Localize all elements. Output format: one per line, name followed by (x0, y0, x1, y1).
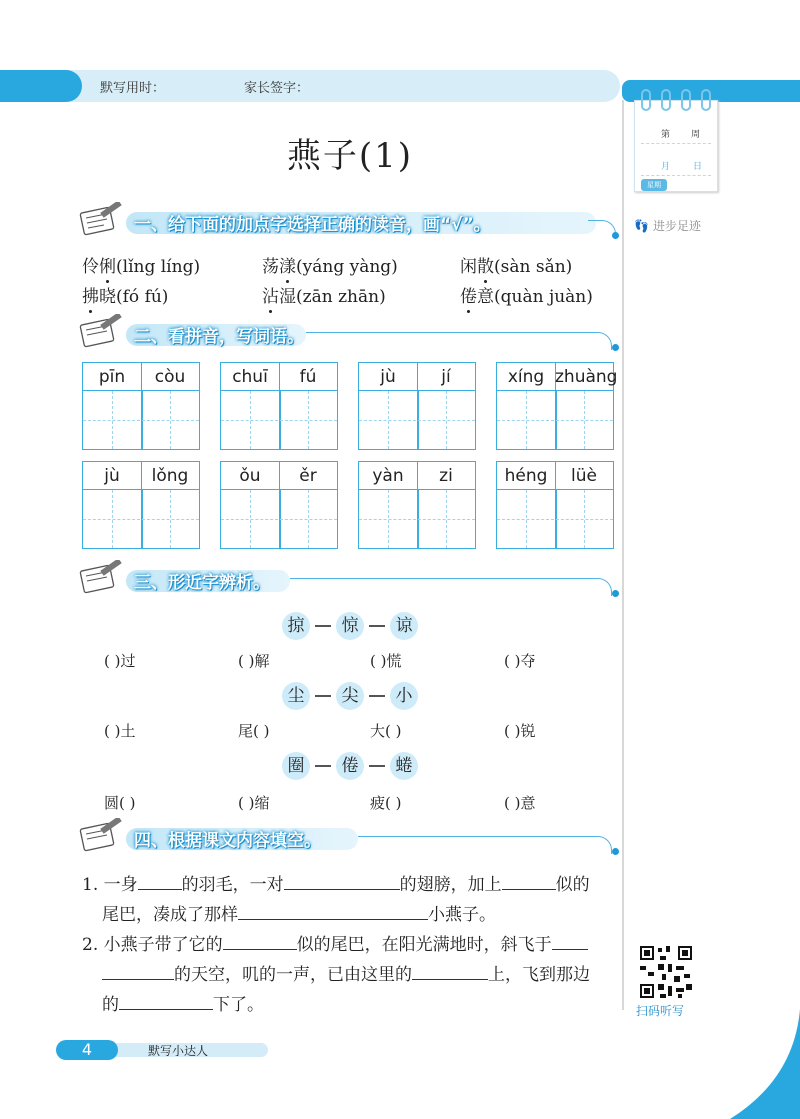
month-label: 月 (661, 162, 671, 172)
parent-sign-label: 家长签字： (244, 81, 310, 96)
weekday-badge: 星期 (641, 179, 667, 191)
pinyin-row (359, 363, 475, 391)
section-2-title: 二、看拼音，写词语。 (134, 327, 304, 347)
progress-footprints (634, 217, 701, 234)
reading-item: 闲散(sàn sǎn) (460, 252, 572, 277)
progress-label: 进步足迹 (652, 219, 701, 233)
pencil-note-icon (78, 314, 126, 348)
char-bubble: 尖 (336, 682, 364, 710)
char-bubble: 倦 (336, 752, 364, 780)
section-3-title: 三、形近字辨析。 (134, 573, 270, 593)
pinyin-grid[interactable] (220, 362, 338, 450)
footprint-icon: 👣 (634, 219, 649, 233)
char-bubble: 圈 (282, 752, 310, 780)
pinyin-row (497, 462, 613, 490)
reading-item: 拂晓(fó fú) (82, 282, 168, 307)
similar-char-group (0, 682, 700, 710)
dictation-time-label: 默写用时： (100, 81, 166, 96)
pinyin-grid[interactable] (358, 461, 476, 549)
answer-blank[interactable] (238, 902, 428, 920)
calendar-ring-icon (641, 89, 651, 111)
top-bar-tab (0, 70, 82, 102)
question-2-line-1: 2. 小燕子带了它的 似的尾巴，在阳光满地时，斜飞于 (82, 930, 588, 955)
writing-cells[interactable] (221, 391, 337, 449)
pinyin-text: lüè (571, 466, 597, 486)
pinyin-grid[interactable] (358, 362, 476, 450)
char-bubble: 小 (390, 682, 418, 710)
writing-cells[interactable] (359, 490, 475, 548)
writing-cells[interactable] (221, 490, 337, 548)
reading-item: 伶俐(lǐng líng) (82, 252, 200, 277)
pinyin-grid[interactable] (220, 461, 338, 549)
writing-cells[interactable] (497, 391, 613, 449)
day-label: 日 (693, 162, 703, 172)
fill-blank[interactable]: 圆( ) (104, 794, 136, 812)
section-dot (612, 590, 619, 597)
writing-cells[interactable] (497, 490, 613, 548)
answer-blank[interactable] (284, 872, 400, 890)
week-unit: 周 (691, 130, 701, 140)
fill-blank[interactable]: ( )土 (104, 722, 136, 740)
fill-blank[interactable]: 疲( ) (370, 794, 402, 812)
pinyin-text: pīn (98, 367, 126, 387)
top-bar (0, 70, 620, 102)
answer-blank[interactable] (223, 932, 297, 950)
fill-blank[interactable]: ( )缩 (238, 794, 270, 812)
fill-blank[interactable]: ( )过 (104, 652, 136, 670)
pinyin-text: fú (299, 367, 317, 387)
pinyin-text: yàn (372, 466, 404, 486)
question-1-line-1: 1. 一身 的羽毛，一对 的翅膀，加上 似的 (82, 870, 590, 895)
pinyin-text: jù (104, 466, 120, 486)
fill-blank[interactable]: ( )锐 (504, 722, 536, 740)
pencil-note-icon (78, 202, 126, 236)
writing-cells[interactable] (83, 490, 199, 548)
pinyin-row (221, 462, 337, 490)
page-corner-decoration (730, 1009, 800, 1119)
pinyin-row (359, 462, 475, 490)
char-bubble: 尘 (282, 682, 310, 710)
char-bubble: 惊 (336, 612, 364, 640)
fill-blank[interactable]: ( )意 (504, 794, 536, 812)
answer-blank[interactable] (119, 992, 213, 1010)
section-dot (612, 848, 619, 855)
section-dot (612, 344, 619, 351)
pinyin-text: jí (441, 367, 451, 387)
footer-bar (56, 1040, 270, 1060)
answer-blank[interactable] (412, 962, 488, 980)
answer-blank[interactable] (502, 872, 556, 890)
book-name: 默写小达人 (148, 1044, 209, 1058)
pinyin-grid[interactable] (82, 362, 200, 450)
answer-blank[interactable] (102, 962, 174, 980)
section-dot (612, 232, 619, 239)
pencil-note-icon (78, 818, 126, 852)
section-1-title: 一、给下面的加点字选择正确的读音，画“√”。 (134, 215, 491, 235)
section-4-title: 四、根据课文内容填空。 (134, 831, 321, 851)
sidebar-divider (622, 100, 624, 1010)
answer-blank[interactable] (552, 932, 588, 950)
qr-code-icon[interactable] (638, 944, 694, 1000)
answer-blank[interactable] (138, 872, 182, 890)
char-bubble: 谅 (390, 612, 418, 640)
fill-blank[interactable]: 大( ) (370, 722, 402, 740)
calendar-ring-icon (681, 89, 691, 111)
pinyin-text: jù (380, 367, 396, 387)
pinyin-text: héng (504, 466, 548, 486)
question-1-line-2: 尾巴，凑成了那样 小燕子。 (102, 900, 496, 925)
pinyin-grid[interactable] (82, 461, 200, 549)
reading-item: 荡漾(yáng yàng) (262, 252, 398, 277)
writing-cells[interactable] (359, 391, 475, 449)
reading-item: 沾湿(zān zhān) (262, 282, 386, 307)
pinyin-text: lǒng (151, 466, 189, 486)
reading-item: 倦意(quàn juàn) (460, 282, 593, 307)
pinyin-grid[interactable] (496, 461, 614, 549)
pinyin-text: zi (439, 466, 453, 486)
fill-blank[interactable]: 尾( ) (238, 722, 270, 740)
calendar-ring-icon (661, 89, 671, 111)
pinyin-row (83, 462, 199, 490)
fill-blank[interactable]: ( )解 (238, 652, 270, 670)
writing-cells[interactable] (83, 391, 199, 449)
char-bubble: 掠 (282, 612, 310, 640)
pinyin-row (221, 363, 337, 391)
pinyin-text: xíng (507, 367, 545, 387)
page-number: 4 (56, 1040, 118, 1060)
pinyin-text: zhuàng (555, 367, 618, 387)
week-label: 第 (661, 130, 671, 140)
similar-char-group (0, 752, 700, 780)
qr-label: 扫码听写 (636, 1004, 685, 1018)
pinyin-row (497, 363, 618, 391)
pinyin-text: còu (154, 367, 186, 387)
pencil-note-icon (78, 560, 126, 594)
fill-blank[interactable]: ( )夺 (504, 652, 536, 670)
pinyin-text: ǒu (239, 466, 261, 486)
pinyin-row (83, 363, 199, 391)
question-2-line-2: 的天空，叽的一声，已由这里的 上，飞到那边 (102, 960, 590, 985)
similar-char-group (0, 612, 700, 640)
char-bubble: 蜷 (390, 752, 418, 780)
fill-blank[interactable]: ( )慌 (370, 652, 402, 670)
pinyin-text: ěr (299, 466, 317, 486)
question-2-line-3: 的 下了。 (102, 990, 264, 1015)
page-title: 燕子(1) (286, 136, 414, 176)
calendar-ring-icon (701, 89, 711, 111)
pinyin-text: chuī (232, 367, 268, 387)
pinyin-grid[interactable] (496, 362, 618, 450)
